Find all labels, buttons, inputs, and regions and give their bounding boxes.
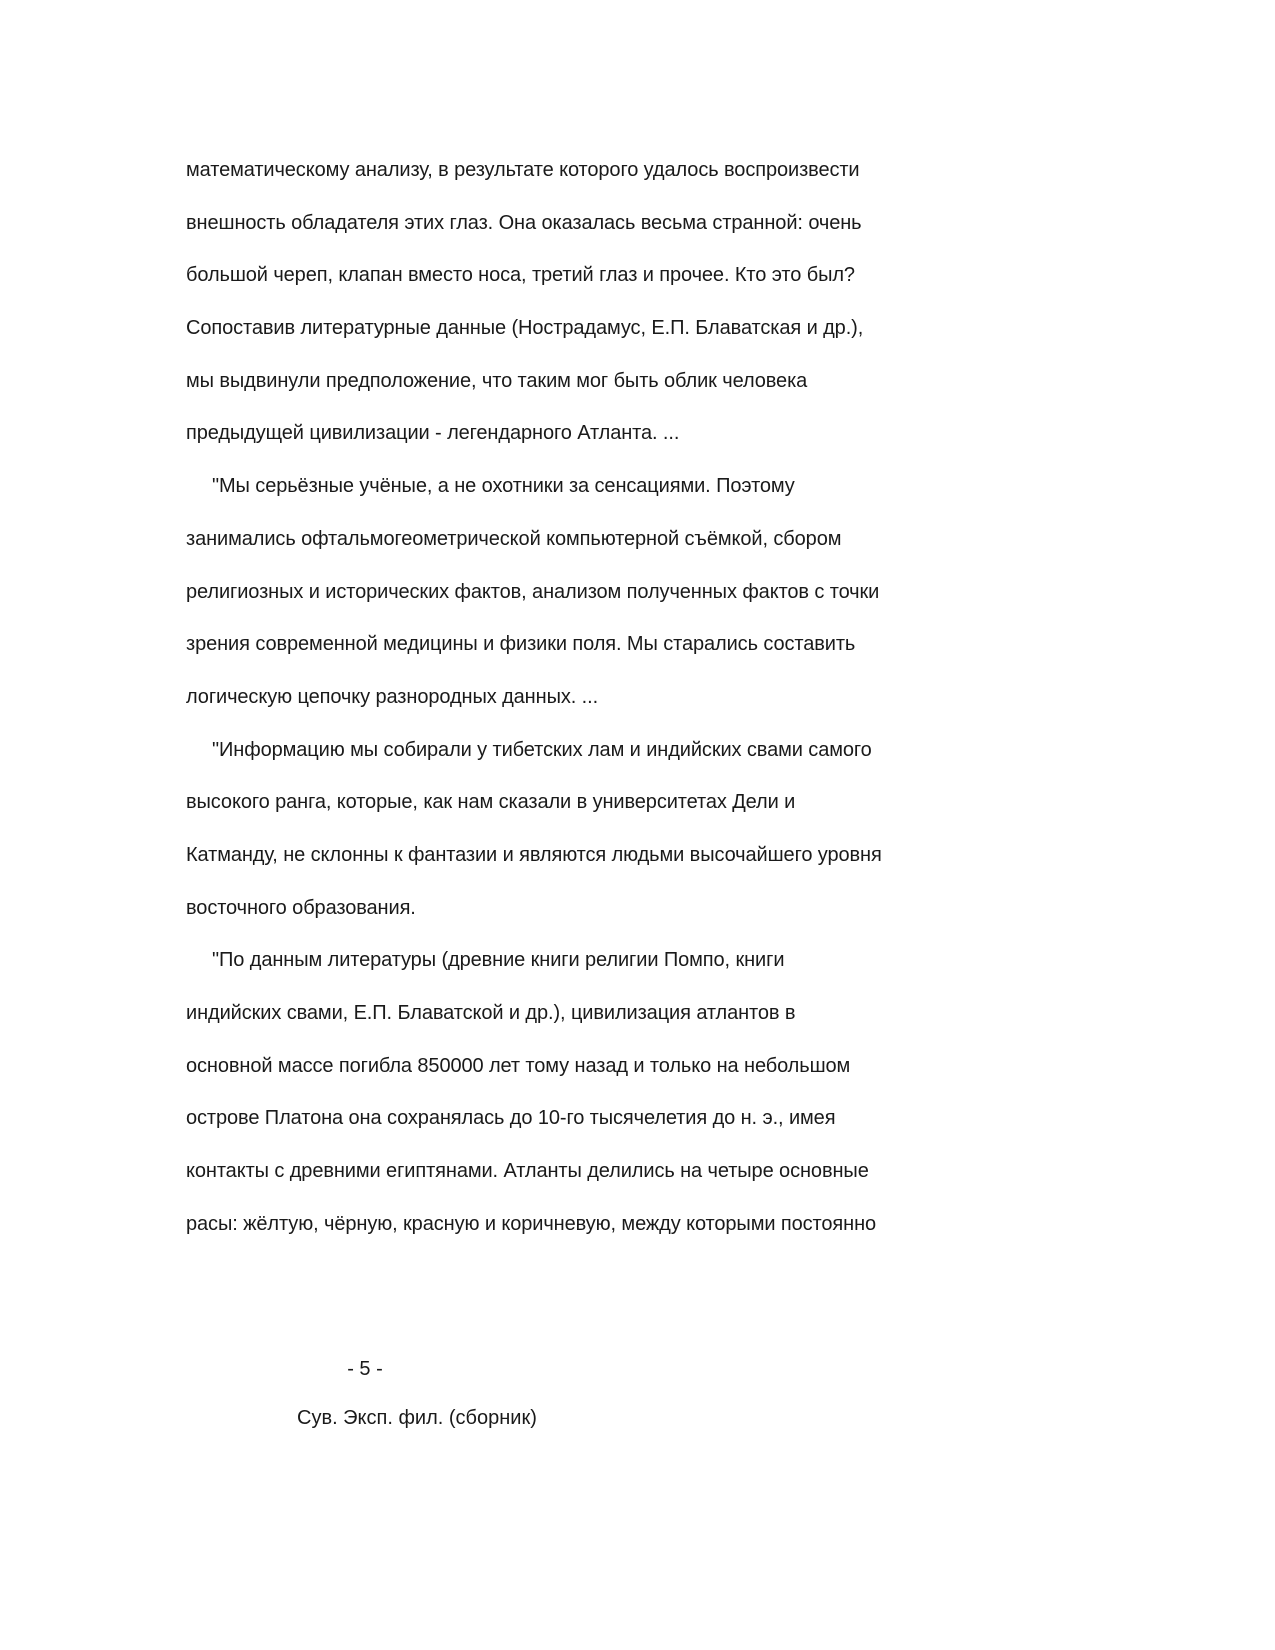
text-line: предыдущей цивилизации - легендарного Атланта. ... — [186, 422, 680, 445]
text-line: "По данным литературы (древние книги религии Помпо, книги — [212, 949, 785, 972]
text-line: Сопоставив литературные данные (Нострадамус, Е.П. Блаватская и др.), — [186, 317, 864, 340]
text-line: религиозных и исторических фактов, анализом полученных фактов с точки — [186, 580, 880, 603]
text-line: расы: жёлтую, чёрную, красную и коричневую, между которыми постоянно — [186, 1212, 877, 1235]
text-line: математическому анализу, в результате которого удалось воспроизвести — [186, 159, 860, 181]
text-line: восточного образования. — [186, 896, 416, 919]
text-line: острове Платона она сохранялась до 10-го тысячелетия до н. э., имея — [186, 1107, 836, 1130]
text-line: мы выдвинули предположение, что таким мог быть облик человека — [186, 369, 808, 392]
text-line: высокого ранга, которые, как нам сказали в университетах Дели и — [186, 791, 796, 814]
text-line: основной массе погибла 850000 лет тому назад и только на небольшом — [186, 1054, 851, 1077]
text-line: "Информацию мы собирали у тибетских лам и индийских свами самого — [212, 738, 872, 761]
footer-caption: Сув. Эксп. фил. (сборник) — [297, 1407, 537, 1429]
text-line: Катманду, не склонны к фантазии и являются людьми высочайшего уровня — [186, 843, 882, 866]
text-line: занимались офтальмогеометрической компьютерной съёмкой, сбором — [186, 527, 842, 550]
text-line: "Мы серьёзные учёные, а не охотники за сенсациями. Поэтому — [212, 475, 795, 498]
body-text — [186, 144, 946, 1250]
page-number: - 5 - — [347, 1358, 383, 1380]
text-line: внешность обладателя этих глаз. Она оказалась весьма странной: очень — [186, 211, 862, 234]
text-line: контакты с древними египтянами. Атланты делились на четыре основные — [186, 1160, 869, 1183]
text-line: индийских свами, Е.П. Блаватской и др.), цивилизация атлантов в — [186, 1002, 796, 1024]
text-line: большой череп, клапан вместо носа, третий глаз и прочее. Кто это был? — [186, 264, 855, 287]
text-line: зрения современной медицины и физики поля. Мы старались составить — [186, 633, 856, 656]
text-line: логическую цепочку разнородных данных. ... — [186, 685, 599, 708]
